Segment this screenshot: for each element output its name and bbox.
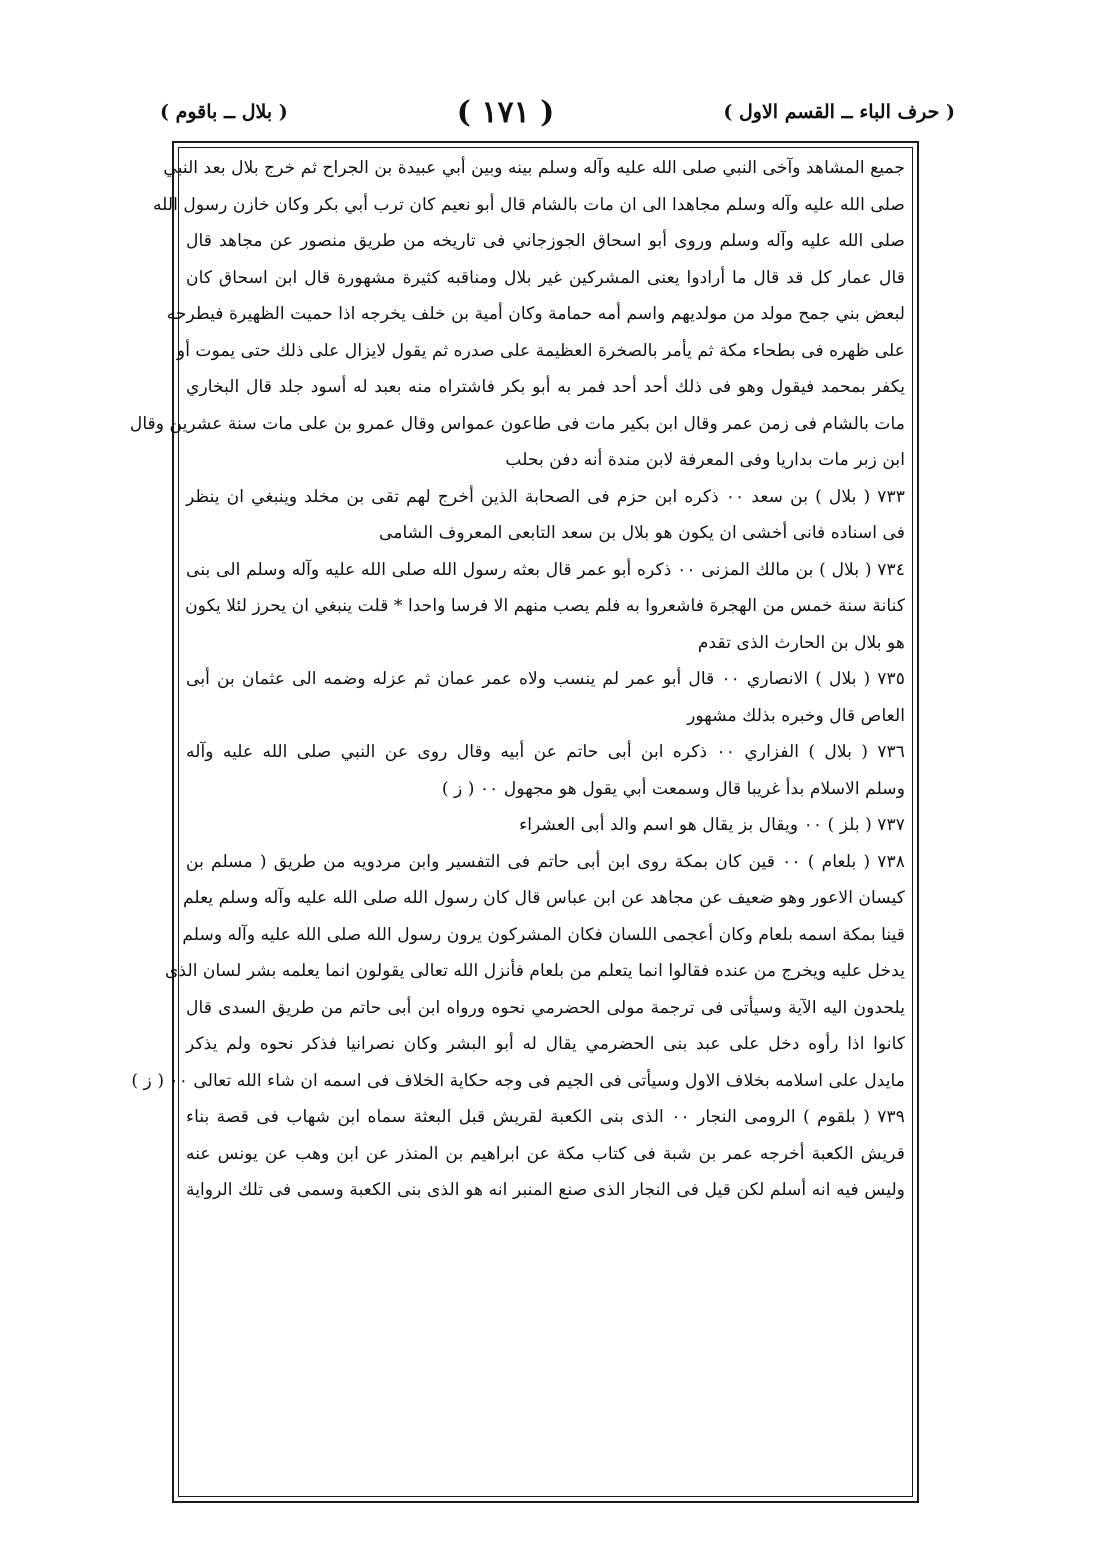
text-line: العاص قال وخبره بذلك مشهور (687, 705, 905, 726)
entry-range: ( بلال ــ باقوم ) (160, 101, 288, 123)
text-line: لبعض بني جمح مولد من مولديهم واسم أمه حمامة وكان أمية بن خلف يخرجه اذا حميت الظهيرة فيطرحه (166, 304, 905, 324)
text-line: كنانة سنة خمس من الهجرة فاشعروا به فلم يصب منهم الا فرسا واحدا * قلت ينبغي ان يحرز لئلا يكون (185, 596, 905, 616)
text-line: وسلم الاسلام بدأ غريبا قال وسمعت أبي يقول هو مجهول ٠٠ ( ز ) (441, 778, 905, 799)
entry-739-line: ٧٣٩ ( بلقوم ) الرومى النجار ٠٠ الذى بنى الكعبة لقريش قبل البعثة سماه ابن شهاب فى قصة بناء (186, 1107, 905, 1127)
entry-736-line: ٧٣٦ ( بلال ) الفزاري ٠٠ ذكره ابن أبى حاتم عن أبيه وقال روى عن النبي صلى الله عليه وآله (186, 742, 906, 762)
section-title: ( حرف الباء ــ القسم الاول ) (723, 101, 955, 123)
entry-735-line: ٧٣٥ ( بلال ) الانصاري ٠٠ قال أبو عمر لم ينسب ولاه عمر عمان ثم عزله وضمه الى عثمان بن أبى (186, 669, 905, 689)
text-line: وليس فيه انه أسلم لكن قيل فى النجار الذى صنع المنبر انه هو الذى بنى الكعبة وسمى فى تلك الرواية (186, 1180, 905, 1200)
text-line: على ظهره فى بطحاء مكة ثم يأمر بالصخرة العظيمة على صدره ثم يقول لايزال على ذلك حتى يموت أو (176, 340, 905, 361)
entry-734-line: ٧٣٤ ( بلال ) بن مالك المزنى ٠٠ ذكره أبو عمر قال بعثه رسول الله صلى الله عليه وآله وسلم الى بنى (186, 559, 905, 580)
text-line: فى اسناده فانى أخشى ان يكون هو بلال بن سعد التابعى المعروف الشامى (379, 523, 905, 543)
text-line: صلى الله عليه وآله وسلم وروى أبو اسحاق الجوزجاني فى تاريخه من طريق منصور عن مجاهد قال (186, 231, 905, 251)
text-line: ابن زبر مات بداريا وفى المعرفة لابن مندة أنه دفن بحلب (505, 450, 905, 470)
entry-737-line: ٧٣٧ ( بلز ) ٠٠ ويقال بز يقال هو اسم والد أبى العشراء (519, 815, 905, 835)
text-line: قال عمار كل قد قال ما أرادوا يعنى المشركين غير بلال ومناقبه كثيرة مشهورة قال ابن اسحاق كان (186, 267, 905, 288)
text-line: يكفر بمحمد فيقول وهو فى ذلك أحد أحد فمر به أبو بكر فاشتراه منه بعبد له أسود جلد قال البخاري (186, 377, 905, 397)
page-text (129, 150, 911, 1495)
text-line: كيسان الاعور وهو ضعيف عن مجاهد عن ابن عباس قال كان رسول الله صلى الله عليه وآله وسلم يعلم (182, 888, 905, 908)
text-line: صلى الله عليه وآله وسلم مجاهدا الى ان مات بالشام قال أبو نعيم كان ترب أبي بكر وكان خازن رسول الله (152, 194, 905, 215)
page-number: ( ١٧١ ) (456, 94, 555, 130)
text-line: يلحدون اليه الآية وسيأتى فى ترجمة مولى الحضرمي نحوه ورواه ابن أبى حاتم من طريق السدى قال (186, 997, 905, 1018)
entry-738-line: ٧٣٨ ( بلعام ) ٠٠ قين كان بمكة روى ابن أبى حاتم فى التفسير وابن مردويه من طريق ( مسلم بن (186, 851, 905, 872)
text-line: جميع المشاهد وآخى النبي صلى الله عليه وآله وسلم بينه وبين أبي عبيدة بن الجراح ثم خرج بلال بعد النبي (163, 158, 905, 178)
text-line: مات بالشام فى زمن عمر وقال ابن بكير مات فى طاعون عمواس وقال عمرو بن على مات سنة عشرين وقال (129, 413, 905, 434)
text-line: كانوا اذا رأوه دخل على عبد بنى الحضرمي يقال له أبو البشر وكان نصرانيا فذكر نحوه ولم يذكر (186, 1034, 905, 1054)
text-line: قينا بمكة اسمه بلعام وكان أعجمى اللسان فكان المشركون يرون رسول الله صلى الله عليه وآله وسلم (182, 924, 905, 945)
text-line: قريش الكعبة أخرجه عمر بن شبة فى كتاب مكة عن ابراهيم بن المنذر عن ابن وهب عن يونس عنه (186, 1143, 905, 1164)
text-line: يدخل عليه ويخرج من عنده فقالوا انما يتعلم من بلعام فأنزل الله تعالى يقولون انما يعلمه بشر لسان الذى (164, 961, 905, 981)
text-line: هو بلال بن الحارث الذى تقدم (697, 632, 905, 653)
page-header (160, 92, 955, 132)
text-line: مايدل على اسلامه بخلاف الاول وسيأتى فى الجيم فى وجه حكاية الخلاف فى اسمه ان شاء الله تعالى ٠٠ ( ز ) (131, 1070, 905, 1091)
entry-733-line: ٧٣٣ ( بلال ) بن سعد ٠٠ ذكره ابن حزم فى الصحابة الذين أخرج لهم تقى بن مخلد وينبغي ان ينظر (186, 486, 905, 507)
